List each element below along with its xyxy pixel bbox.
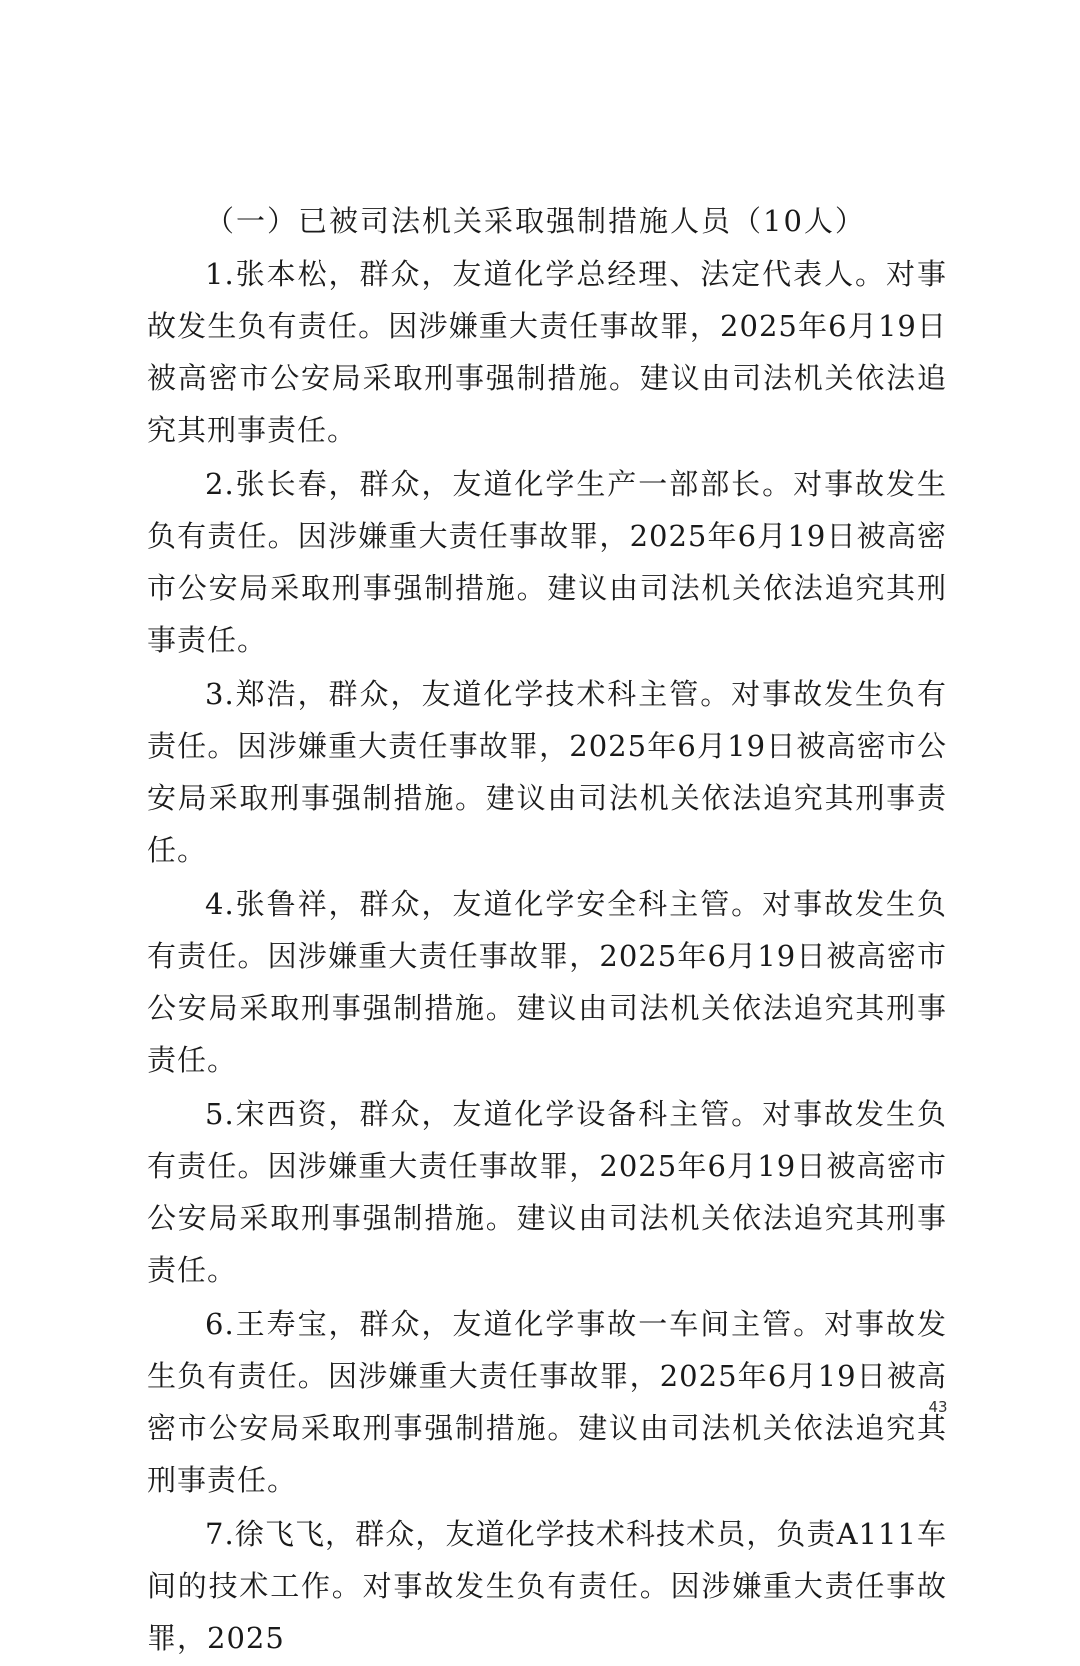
paragraph-item-3: 3.郑浩，群众，友道化学技术科主管。对事故发生负有责任。因涉嫌重大责任事故罪，2025年6月19日被高密市公安局采取刑事强制措施。建议由司法机关依法追究其刑事责任。 <box>147 677 947 867</box>
section-heading: （一）已被司法机关采取强制措施人员（10人） <box>205 204 866 238</box>
page-number: 43 <box>928 1398 948 1416</box>
paragraph-item-1: 1.张本松，群众，友道化学总经理、法定代表人。对事故发生负有责任。因涉嫌重大责任事故罪，2025年6月19日被高密市公安局采取刑事强制措施。建议由司法机关依法追究其刑事责任。 <box>147 257 947 447</box>
paragraph-item-2: 2.张长春，群众，友道化学生产一部部长。对事故发生负有责任。因涉嫌重大责任事故罪，2025年6月19日被高密市公安局采取刑事强制措施。建议由司法机关依法追究其刑事责任。 <box>147 467 947 657</box>
paragraph-item-5: 5.宋西资，群众，友道化学设备科主管。对事故发生负有责任。因涉嫌重大责任事故罪，2025年6月19日被高密市公安局采取刑事强制措施。建议由司法机关依法追究其刑事责任。 <box>147 1097 947 1287</box>
paragraph-item-6: 6.王寿宝，群众，友道化学事故一车间主管。对事故发生负有责任。因涉嫌重大责任事故罪，2025年6月19日被高密市公安局采取刑事强制措施。建议由司法机关依法追究其刑事责任。 <box>147 1307 947 1497</box>
paragraph-item-7: 7.徐飞飞，群众，友道化学技术科技术员，负责A111车间的技术工作。对事故发生负有责任。因涉嫌重大责任事故罪，2025 <box>147 1517 947 1655</box>
document-body <box>147 194 947 1666</box>
paragraph-item-4: 4.张鲁祥，群众，友道化学安全科主管。对事故发生负有责任。因涉嫌重大责任事故罪，2025年6月19日被高密市公安局采取刑事强制措施。建议由司法机关依法追究其刑事责任。 <box>147 887 947 1077</box>
